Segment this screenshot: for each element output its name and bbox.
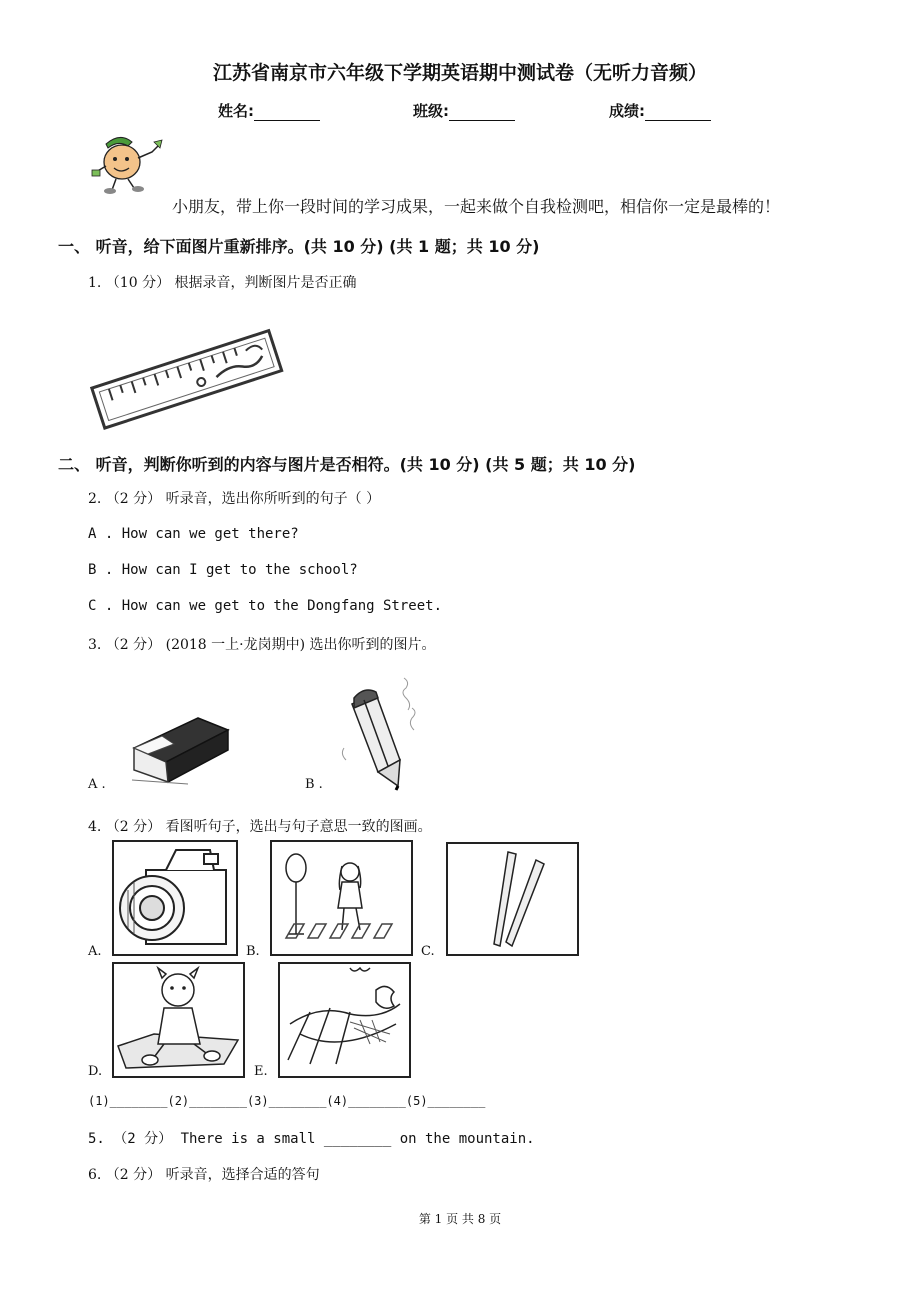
q4-label-e: E. bbox=[254, 1064, 268, 1079]
q4-image-a-frame[interactable] bbox=[112, 840, 238, 956]
girl-crosswalk-image bbox=[272, 842, 411, 954]
q4-answer-blanks[interactable]: (1)________(2)________(3)________(4)________(5)________ bbox=[88, 1094, 486, 1108]
q2-option-b[interactable]: B . How can I get to the school? bbox=[88, 562, 358, 578]
class-blank[interactable] bbox=[449, 105, 515, 121]
q4-image-d-frame[interactable] bbox=[112, 962, 245, 1078]
mascot-illustration bbox=[92, 130, 172, 196]
pencil-image bbox=[332, 668, 432, 792]
name-field[interactable] bbox=[218, 100, 320, 121]
class-label: 班级: bbox=[413, 102, 449, 120]
name-label: 姓名: bbox=[218, 102, 254, 120]
q2-option-c[interactable]: C . How can we get to the Dongfang Street. bbox=[88, 598, 443, 614]
q3-option-a[interactable]: A . bbox=[88, 777, 106, 792]
doll-image bbox=[114, 964, 243, 1076]
score-label: 成绩: bbox=[609, 102, 645, 120]
eraser-image bbox=[128, 710, 234, 786]
q4-image-b-frame[interactable] bbox=[270, 840, 413, 956]
camera-image bbox=[114, 842, 236, 954]
question-3: 3. （2 分） (2018 一上·龙岗期中) 选出你听到的图片。 bbox=[88, 637, 436, 653]
ruler-image bbox=[88, 320, 288, 430]
encouragement-text: 小朋友，带上你一段时间的学习成果，一起来做个自我检测吧，相信你一定是最棒的！ bbox=[172, 197, 781, 216]
question-2: 2. （2 分） 听录音，选出你所听到的句子（ ） bbox=[88, 491, 381, 507]
q4-label-d: D. bbox=[88, 1064, 103, 1079]
question-6: 6. （2 分） 听录音，选择合适的答句 bbox=[88, 1167, 320, 1183]
dragon-boat-image bbox=[280, 964, 409, 1076]
question-1: 1. （10 分） 根据录音，判断图片是否正确 bbox=[88, 275, 357, 291]
q4-label-b: B. bbox=[246, 944, 260, 959]
q4-image-c-frame[interactable] bbox=[446, 842, 579, 956]
q3-option-b[interactable]: B . bbox=[305, 777, 323, 792]
score-blank[interactable] bbox=[645, 105, 711, 121]
class-field[interactable] bbox=[413, 100, 515, 121]
q4-image-e-frame[interactable] bbox=[278, 962, 411, 1078]
q4-label-c: C. bbox=[421, 944, 435, 959]
section-1-heading: 一、 听音，给下面图片重新排序。(共 10 分) (共 1 题；共 10 分) bbox=[58, 237, 540, 256]
question-5: 5. （2 分） There is a small ________ on the mountain. bbox=[88, 1131, 535, 1147]
question-4: 4. （2 分） 看图听句子，选出与句子意思一致的图画。 bbox=[88, 819, 432, 835]
score-field[interactable] bbox=[609, 100, 711, 121]
name-blank[interactable] bbox=[254, 105, 320, 121]
chopsticks-image bbox=[448, 844, 577, 954]
q4-label-a: A. bbox=[88, 944, 102, 959]
page-title: 江苏省南京市六年级下学期英语期中测试卷（无听力音频） bbox=[212, 62, 707, 84]
section-2-heading: 二、 听音，判断你听到的内容与图片是否相符。(共 10 分) (共 5 题；共 10 分) bbox=[58, 455, 636, 474]
page-footer: 第 1 页 共 8 页 bbox=[418, 1212, 502, 1226]
q2-option-a[interactable]: A . How can we get there? bbox=[88, 526, 299, 542]
